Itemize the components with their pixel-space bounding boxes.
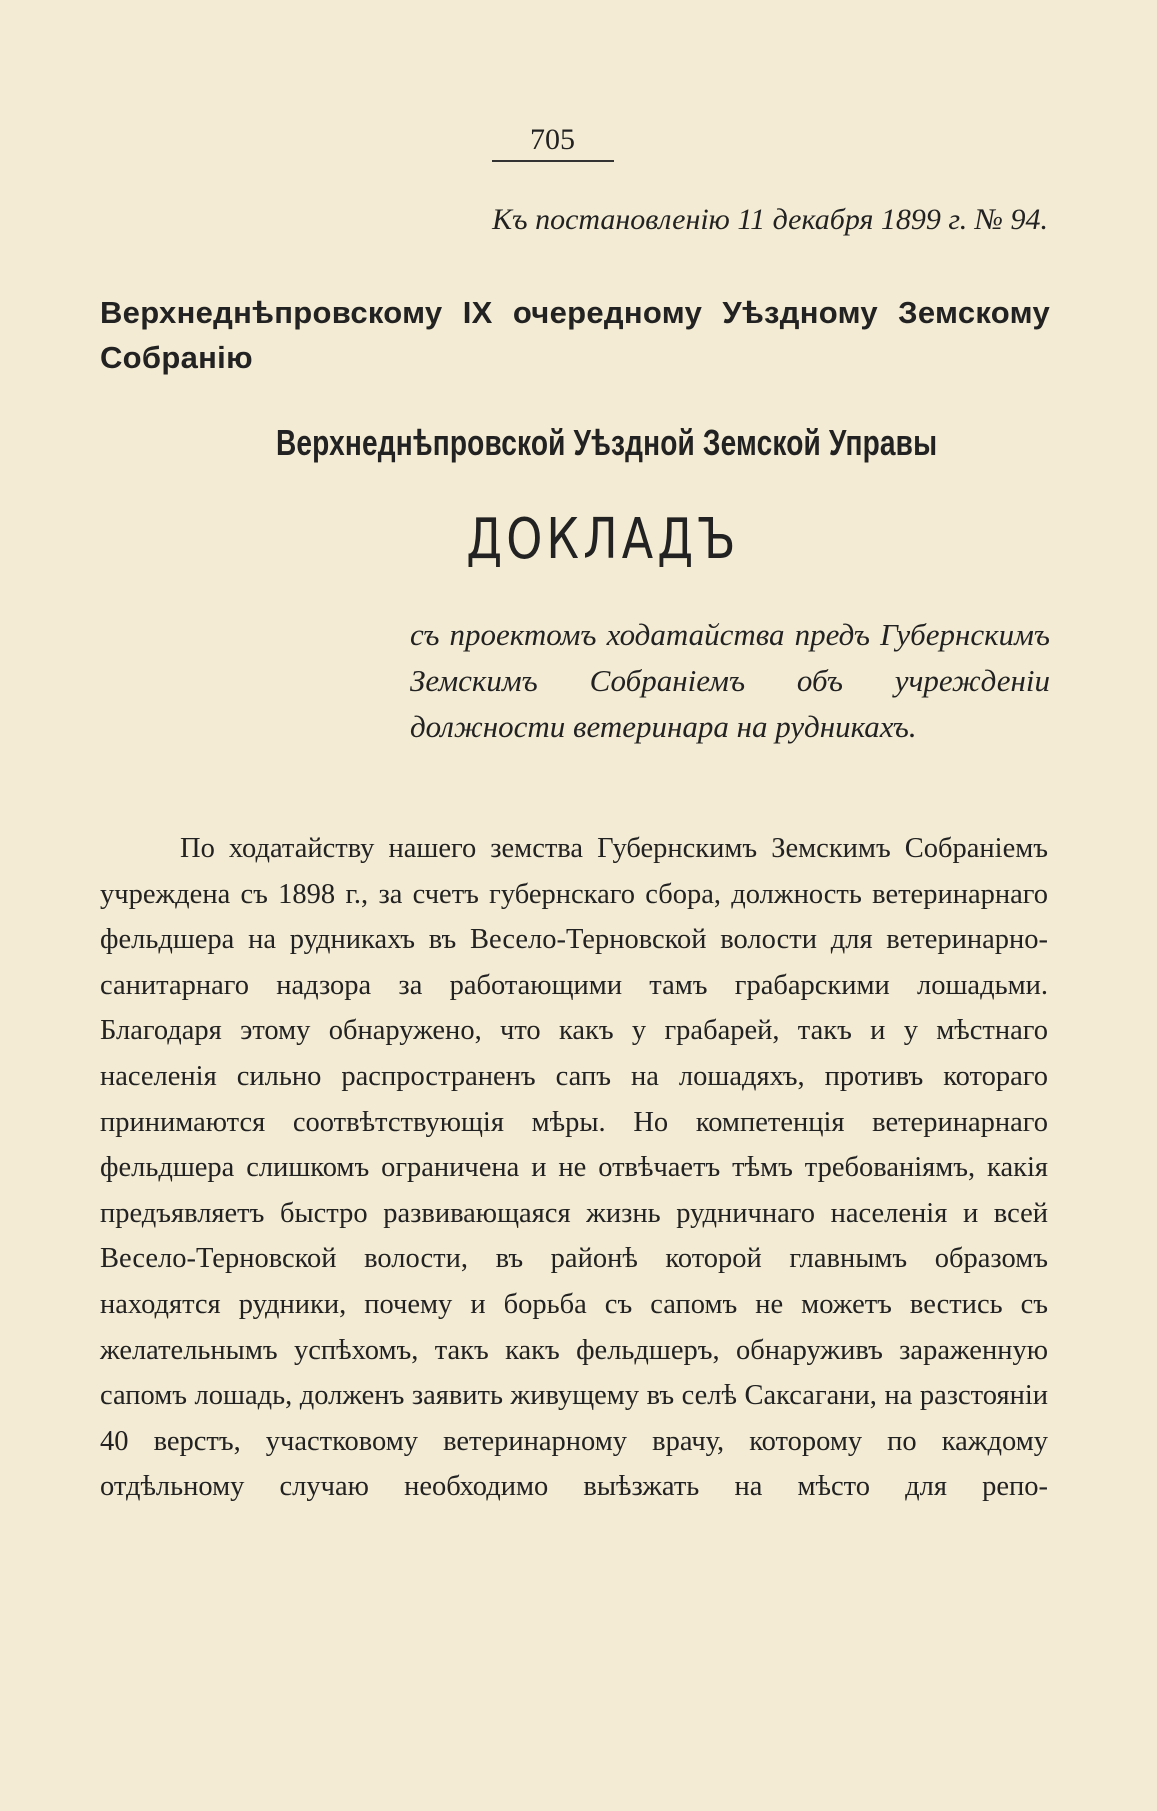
- resolution-reference: Къ постановленію 11 декабря 1899 г. № 94.: [492, 203, 1048, 236]
- issuing-board: Верхнеднѣпровской Уѣздной Земской Управы: [275, 422, 938, 463]
- page-number: 705: [530, 123, 575, 156]
- report-title: ДОКЛАДЪ: [466, 507, 740, 572]
- report-subtitle: съ проектомъ ходатайства предъ Губернскимъ Земскимъ Собраніемъ объ учрежденіи должности ветеринара на рудникахъ.: [410, 617, 1050, 744]
- body-paragraph: По ходатайству нашего земства Губернскимъ Земскимъ Собраніемъ учреждена съ 1898 г., за счетъ губернскаго сбора, должность ветеринарнаго фельдшера на рудникахъ въ Весело-Терновской волости для ветеринарно-санитарнаго надзора за работающими тамъ грабарскими лошадьми. Благодаря этому обнаружено, что какъ у грабарей, такъ и у мѣстнаго населенія сильно распространенъ сапъ на лошадяхъ, противъ котораго принимаются соотвѣтствующія мѣры. Но компетенція ветеринарнаго фельдшера слишкомъ ограничена и не отвѣчаетъ тѣмъ требованіямъ, какія предъявляетъ быстро развивающаяся жизнь рудничнаго населенія и всей Весело-Терновской волости, въ районѣ которой главнымъ образомъ находятся рудники, почему и борьба съ сапомъ не можетъ вестись съ желательнымъ успѣхомъ, такъ какъ фельдшеръ, обнаруживъ зараженную сапомъ лошадь, долженъ заявить живущему въ селѣ Саксагани, на разстояніи 40 верстъ, участковому ветеринарному врачу, которому по каждому отдѣльному случаю необходимо выѣзжать на мѣсто для репо-: [100, 833, 1048, 1503]
- addressee-heading: Верхнеднѣпровскому IX очередному Уѣздному Земскому Собранію: [100, 295, 1050, 375]
- page-number-rule: [492, 160, 614, 162]
